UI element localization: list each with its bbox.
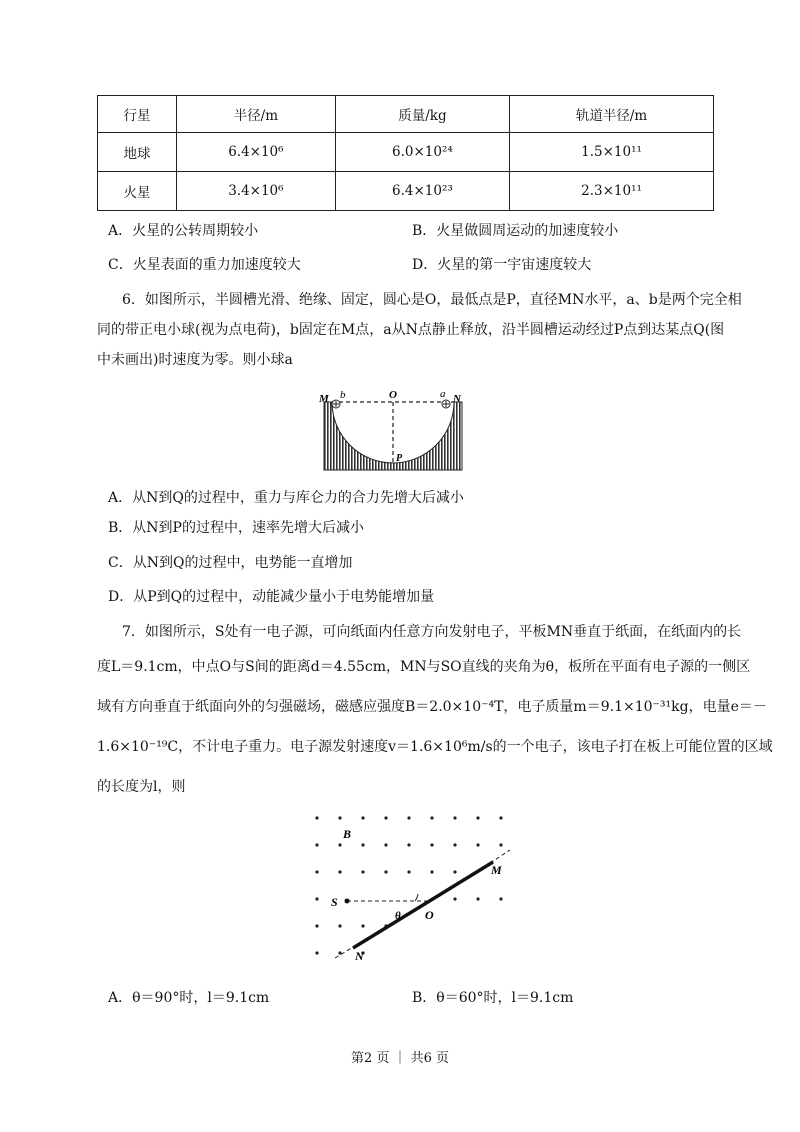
q6-option-b: B．从N到P的过程中，速率先增大后减小 — [108, 520, 364, 536]
field-dot — [407, 843, 410, 846]
field-dot — [476, 897, 479, 900]
label-a: a — [440, 388, 446, 400]
field-dot — [361, 924, 364, 927]
table-cell: 6.0×10²⁴ — [335, 133, 509, 172]
plate-extension-lower — [335, 946, 355, 958]
table-header-cell: 行星 — [98, 96, 177, 133]
field-dot — [315, 843, 318, 846]
table-row — [98, 133, 714, 172]
field-dot — [384, 870, 387, 873]
field-dot — [315, 870, 318, 873]
q7-stem-line1: 7．如图所示，S处有一电子源，可向纸面内任意方向发射电子，平板MN垂直于纸面，在纸面内的长 — [122, 624, 742, 640]
field-dot — [315, 924, 318, 927]
field-dot — [338, 870, 341, 873]
field-dot — [407, 816, 410, 819]
field-dot — [476, 843, 479, 846]
field-dot — [315, 816, 318, 819]
field-dot — [453, 870, 456, 873]
semicircle-groove-figure — [318, 388, 468, 472]
q6-stem-line3: 中未画出)时速度为零。则小球a — [97, 352, 293, 368]
plate-mn — [353, 862, 493, 948]
field-dot — [430, 843, 433, 846]
label-N: N — [453, 393, 461, 405]
label-P: P — [396, 453, 403, 464]
field-dot — [315, 897, 318, 900]
table-cell: 1.5×10¹¹ — [510, 133, 714, 172]
field-dot — [384, 843, 387, 846]
label-O: O — [425, 908, 434, 922]
label-M: M — [491, 863, 502, 877]
table-header-row — [98, 96, 714, 133]
field-dot — [453, 816, 456, 819]
table-row — [98, 172, 714, 211]
q6-option-d: D．从P到Q的过程中，动能减少量小于电势能增加量 — [108, 589, 435, 605]
table-cell: 6.4×10⁶ — [176, 133, 335, 172]
q5-option-d: D．火星的第一宇宙速度较大 — [412, 257, 592, 273]
q6-stem-line2: 同的带正电小球(视为点电荷)，b固定在M点，a从N点静止释放，沿半圆槽运动经过P点到达某点Q(图 — [97, 322, 725, 338]
field-dot — [315, 951, 318, 954]
q7-stem-line3: 域有方向垂直于纸面向外的匀强磁场，磁感应强度B＝2.0×10⁻⁴T，电子质量m＝9.1×10⁻³¹kg，电量e＝－ — [97, 699, 767, 715]
table-cell: 火星 — [98, 172, 177, 211]
angle-arc — [415, 894, 418, 901]
table-cell: 6.4×10²³ — [335, 172, 509, 211]
field-dot — [338, 924, 341, 927]
field-dot — [499, 897, 502, 900]
page-footer: 第2 页 ｜ 共6 页 — [350, 1051, 450, 1066]
field-dot — [476, 816, 479, 819]
field-dot — [384, 816, 387, 819]
magnetic-field-figure — [305, 808, 525, 970]
label-theta: θ — [395, 910, 401, 922]
q7-stem-line4: 1.6×10⁻¹⁹C，不计电子重力。电子源发射速度v＝1.6×10⁶m/s的一个电子，该电子打在板上可能位置的区域 — [97, 739, 773, 755]
field-dot — [407, 870, 410, 873]
field-dot — [499, 816, 502, 819]
table-cell: 3.4×10⁶ — [176, 172, 335, 211]
q5-option-a: A．火星的公转周期较小 — [108, 223, 259, 239]
table-cell: 地球 — [98, 133, 177, 172]
field-dot — [338, 843, 341, 846]
q7-option-a: A．θ＝90°时，l＝9.1cm — [108, 990, 270, 1006]
field-dot — [430, 870, 433, 873]
planet-data-table — [97, 95, 714, 211]
q7-stem-line5: 的长度为l，则 — [97, 779, 186, 795]
source-s-icon — [345, 899, 350, 904]
field-dot — [430, 816, 433, 819]
label-M: M — [319, 393, 329, 405]
field-dot — [453, 897, 456, 900]
label-N: N — [355, 949, 364, 963]
q5-option-b: B．火星做圆周运动的加速度较小 — [412, 223, 619, 239]
q6-stem-line1: 6．如图所示，半圆槽光滑、绝缘、固定，圆心是O，最低点是P，直径MN水平，a、b是两个完全相 — [122, 292, 742, 308]
field-dot — [361, 816, 364, 819]
q7-option-b: B．θ＝60°时，l＝9.1cm — [412, 990, 574, 1006]
field-dot — [453, 843, 456, 846]
q6-option-c: C．从N到Q的过程中，电势能一直增加 — [108, 555, 353, 571]
label-O: O — [389, 389, 397, 401]
q7-stem-line2: 度L＝9.1cm，中点O与S间的距离d＝4.55cm，MN与SO直线的夹角为θ，板所在平面有电子源的一侧区 — [97, 659, 751, 675]
table-cell: 2.3×10¹¹ — [510, 172, 714, 211]
label-S: S — [331, 895, 338, 909]
table-header-cell: 轨道半径/m — [510, 96, 714, 133]
table-header-cell: 半径/m — [176, 96, 335, 133]
label-B: B — [343, 827, 352, 841]
q6-option-a: A．从N到Q的过程中，重力与库仑力的合力先增大后减小 — [108, 490, 464, 506]
table-header-cell: 质量/kg — [335, 96, 509, 133]
label-b: b — [340, 389, 346, 401]
q5-option-c: C．火星表面的重力加速度较大 — [108, 257, 301, 273]
field-dot — [361, 870, 364, 873]
field-dot — [338, 816, 341, 819]
field-dot — [499, 843, 502, 846]
field-dot — [361, 843, 364, 846]
plate-extension-upper — [490, 850, 510, 863]
